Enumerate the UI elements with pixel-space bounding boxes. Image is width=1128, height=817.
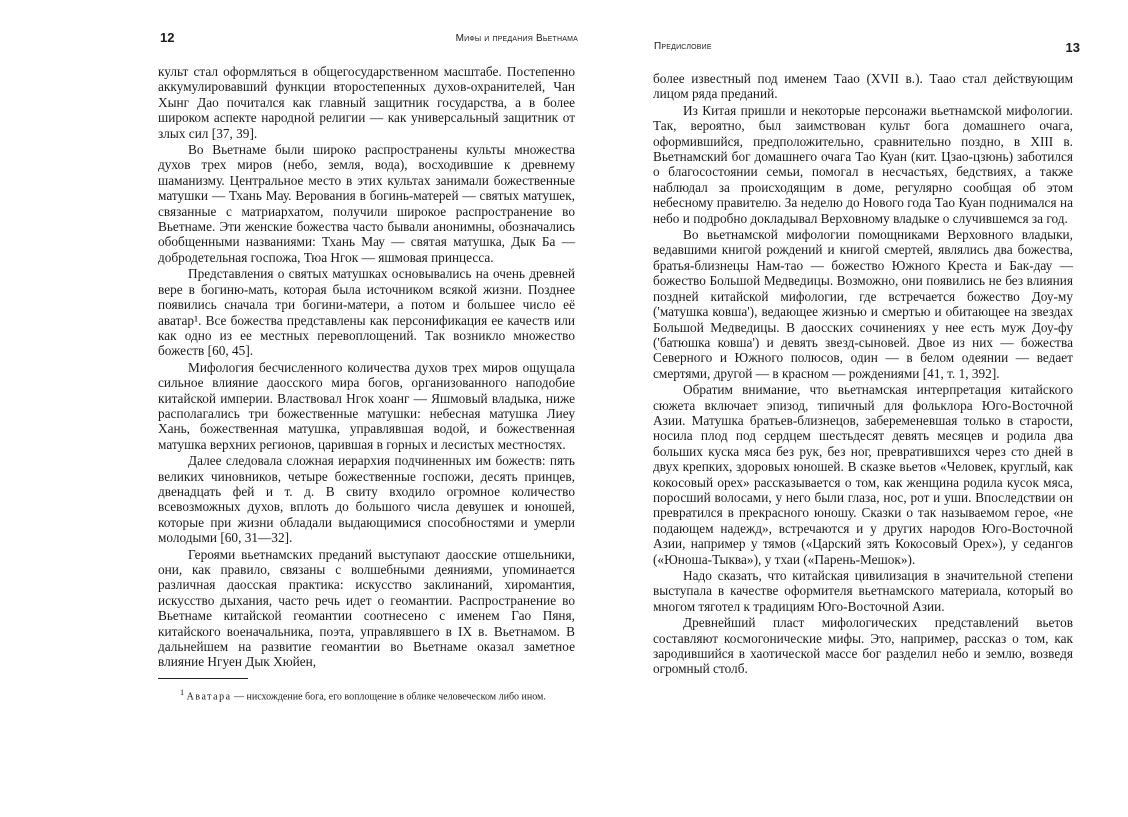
paragraph: Представления о святых матушках основывались на очень древней вере в богиню-мать, которая была источником всякой жизни. Позднее появились сначала три богини-матери, а потом и большее число её аватар¹. Все божества представлены как персонификация ее качеств или как одно из ее местных перевоплощений. Так возникло множество божеств [60, 45].: [158, 266, 575, 359]
footnote-term: Аватара: [186, 691, 232, 703]
footnote: [158, 686, 575, 703]
paragraph: Героями вьетнамских преданий выступают даосские отшельники, они, как правило, связаны с волшебными деяниями, упоминается различная даосская практика: искусство заклинаний, хиромантия, искусство дыхания, часто речь идет о геомантии. Распространение во Вьетнаме китайской геомантии соотнесено с именем Гао Пяня, китайского военачальника, поэта, управлявшего в IX в. Вьетнамом. В дальнейшем на развитие геомантии во Вьетнаме оказал заметное влияние Нгуен Дык Хюйен,: [158, 546, 575, 670]
paragraph: Обратим внимание, что вьетнамская интерпретация китайского сюжета включает эпизод, типичный для фольклора Юго-Восточной Азии. Матушка братьев-близнецов, забеременевшая только в старости, носила плод под сердцем шестьдесят девять месяцев и родила два больших куска мяса без рук, без ног, превратившихся через сто дней в двух крепких, здоровых юношей. В сказке вьетов «Человек, круглый, как кокосовый орех» рассказывается о том, как женщина родила кусок мяса, поросший волосами, у него были глаза, нос, рот и уши. Впоследствии он превратился в прекрасного юношу. Сказки о так называемом герое, «не подающем надежд», встречаются и у других народов Юго-Восточной Азии, например у тямов («Царский зять Кокосовый Орех»), у седангов («Юноша-Тыква»), у тхаи («Парень-Мешок»).: [653, 382, 1073, 567]
paragraph: более известный под именем Таао (XVII в.). Таао стал действующим лицом ряда преданий.: [653, 71, 1073, 102]
paragraph: Во вьетнамской мифологии помощниками Верховного владыки, ведавшими книгой рождений и книгой смертей, являлись два божества, братья-близнецы Нам-тао — божество Южного Креста и Бак-дау — божество Большой Медведицы. Возможно, они появились не без влияния поздней китайской мифологии, где встречается божество Доу-му ('матушка ковша'), ведающее жизнью и смертью и обитающее на звездах Большой Медведицы. В даосских сочинениях у нее есть муж Доу-фу ('батюшка ковша') и девять звезд-сыновей. Двое из них — божества Северного и Южного полюсов, один — в белом одеянии — ведает смертями, другой — в красном — рождениями [41, т. 1, 392].: [653, 227, 1073, 381]
paragraph: Во Вьетнаме были широко распространены культы множества духов трех миров (небо, земля, вода), восходившие к древнему шаманизму. Центральное место в этих культах занимали божественные матушки — Тхань Мау. Верования в богинь-матерей — святых матушек, связанные с матриархатом, получили широкое распространение во Вьетнаме. Эти женские божества часто бывали анонимны, обозначались обобщенными названиями: Тхань Мау — святая матушка, Дык Ба — добродетельная госпожа, Тюа Нгок — яшмовая принцесса.: [158, 142, 575, 265]
paragraph: культ стал оформляться в общегосударственном масштабе. Постепенно аккумулировавший функции второстепенных духов-охранителей, Чан Хынг Дао почитался как главный защитник государства, а в более широком аспекте народной религии — как универсальный защитник от злых сил [37, 39].: [158, 64, 575, 141]
body-text: [653, 71, 1073, 677]
paragraph: Далее следовала сложная иерархия подчиненных им божеств: пять великих чиновников, четыре божественные госпожи, десять принцев, двенадцать фей и т. д. В свиту входило огромное количество всевозможных духов, вплоть до большого числа девушек и юношей, которые при жизни обладали выдающимися способностями и умерли молодыми [60, 31—32].: [158, 453, 575, 546]
page-number: 13: [1065, 40, 1080, 55]
footnote-rule: [158, 678, 248, 679]
paragraph: Древнейший пласт мифологических представлений вьетов составляют космогонические мифы. Это, например, рассказ о том, как зародившийся в хаотической массе бог разделил небо и землю, возведя огромный столб.: [653, 615, 1073, 677]
paragraph: Мифология бесчисленного количества духов трех миров ощущала сильное влияние даосского мира богов, организованного наподобие китайской империи. Властвовал Нгок хоанг — Яшмовый владыка, ниже располагались три божественные матушки: небесная матушка Лиеу Хань, божественная матушка, управлявшая водой, и божественная матушка верхних регионов, царившая в горных и лесистых местностях.: [158, 359, 575, 452]
paragraph: Надо сказать, что китайская цивилизация в значительной степени выступала в качестве оформителя вьетнамского материала, который во многом тяготел к традициям Юго-Восточной Азии.: [653, 568, 1073, 614]
footnote-text: — нисхождение бога, его воплощение в облике человеческом либо ином.: [231, 691, 546, 703]
footnote-marker: 1: [180, 688, 185, 697]
running-head: Мифы и предания Вьетнама: [455, 33, 578, 44]
page-number: 12: [160, 30, 175, 45]
right-page: [564, 0, 1128, 817]
paragraph: Из Китая пришли и некоторые персонажи вьетнамской мифологии. Так, вероятно, был заимствован культ бога домашнего очага, оформившийся, предположительно, сравнительно поздно, в XIII в. Вьетнамский бог домашнего очага Тао Куан (кит. Цзао-цзюнь) заботился о благосостоянии семьи, помогал в несчастьях, бедствиях, а также наблюдал за происходящим в доме, регулярно сообщая об этом небесному правителю. За неделю до Нового года Тао Куан поднимался на небо и подробно докладывал Верховному владыке о случившемся за год.: [653, 102, 1073, 226]
body-text: [158, 64, 575, 670]
running-head: Предисловие: [654, 41, 712, 52]
